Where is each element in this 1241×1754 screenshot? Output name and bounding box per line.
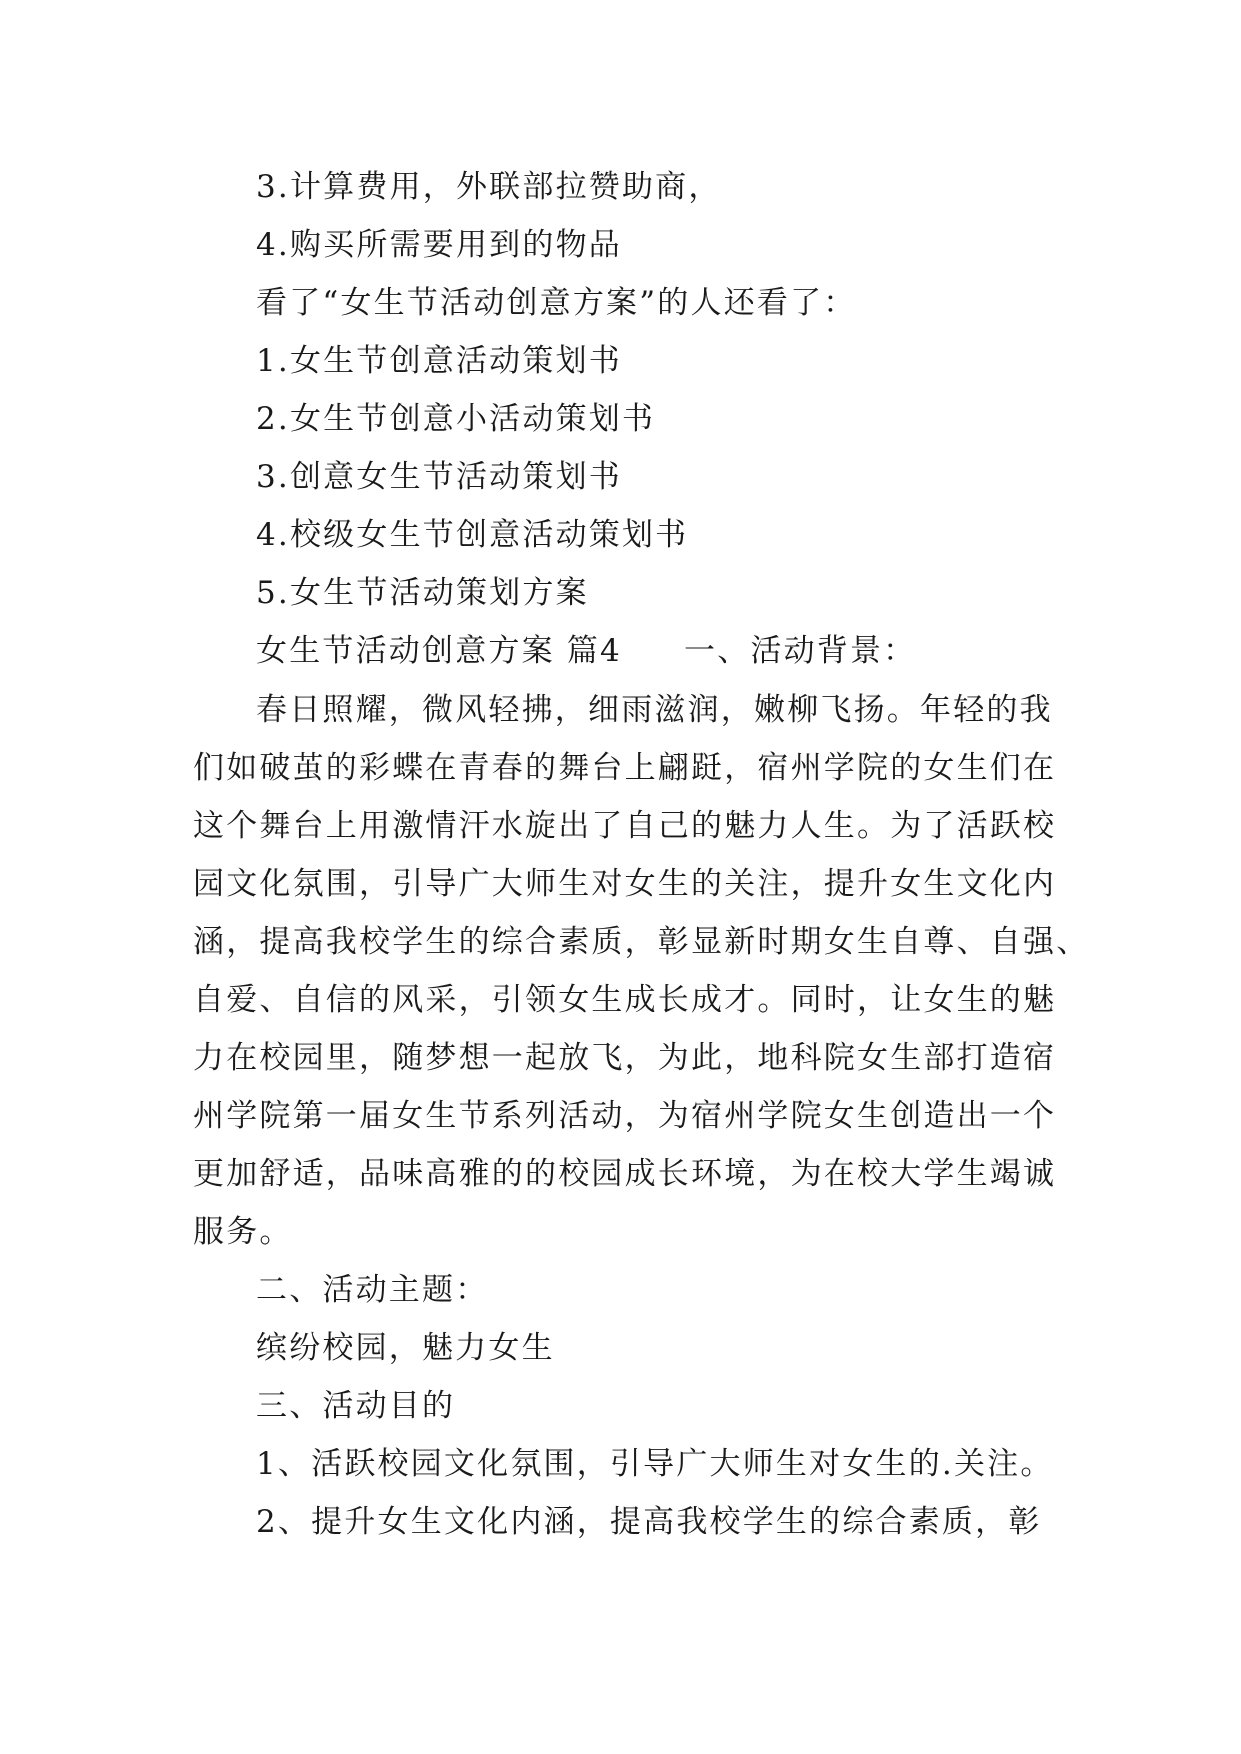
- theme-text: 缤纷校园，魅力女生: [256, 1330, 555, 1366]
- paragraph-line: 们如破茧的彩蝶在青春的舞台上翩跹，宿州学院的女生们在: [193, 750, 1057, 786]
- paragraph-line: 涵，提高我校学生的综合素质，彰显新时期女生自尊、自强、: [193, 924, 1090, 960]
- section-heading: 一、活动背景：: [683, 633, 917, 669]
- section-title: 女生节活动创意方案 篇4: [256, 633, 622, 669]
- related-item: 1.女生节创意活动策划书: [256, 343, 622, 379]
- paragraph-line: 力在校园里，随梦想一起放飞，为此，地科院女生部打造宿: [193, 1040, 1057, 1076]
- related-item: 3.创意女生节活动策划书: [256, 459, 622, 495]
- list-item: 3.计算费用，外联部拉赞助商，: [256, 169, 722, 205]
- paragraph-line: 园文化氛围，引导广大师生对女生的关注，提升女生文化内: [193, 866, 1057, 902]
- paragraph-line: 服务。: [193, 1214, 293, 1250]
- related-item: 4.校级女生节创意活动策划书: [256, 517, 689, 553]
- section-heading: 三、活动目的: [256, 1388, 456, 1424]
- paragraph-line: 春日照耀，微风轻拂，细雨滋润，嫩柳飞扬。年轻的我: [256, 692, 1053, 728]
- purpose-item: 2、提升女生文化内涵，提高我校学生的综合素质，彰: [256, 1504, 1042, 1540]
- section-title-row: [256, 631, 916, 671]
- paragraph-line: 州学院第一届女生节系列活动，为宿州学院女生创造出一个: [193, 1098, 1057, 1134]
- related-item: 5.女生节活动策划方案: [256, 575, 589, 611]
- paragraph-line: 这个舞台上用激情汗水旋出了自己的魅力人生。为了活跃校: [193, 808, 1057, 844]
- paragraph-line: 更加舒适，品味高雅的的校园成长环境，为在校大学生竭诚: [193, 1156, 1057, 1192]
- list-item: 4.购买所需要用到的物品: [256, 227, 622, 263]
- section-heading: 二、活动主题：: [256, 1272, 489, 1308]
- paragraph-line: 自爱、自信的风采，引领女生成长成才。同时，让女生的魅: [193, 982, 1057, 1018]
- purpose-item: 1、活跃校园文化氛围，引导广大师生对女生的.关注。: [256, 1446, 1054, 1482]
- related-item: 2.女生节创意小活动策划书: [256, 401, 656, 437]
- related-heading: 看了“女生节活动创意方案”的人还看了：: [256, 285, 857, 321]
